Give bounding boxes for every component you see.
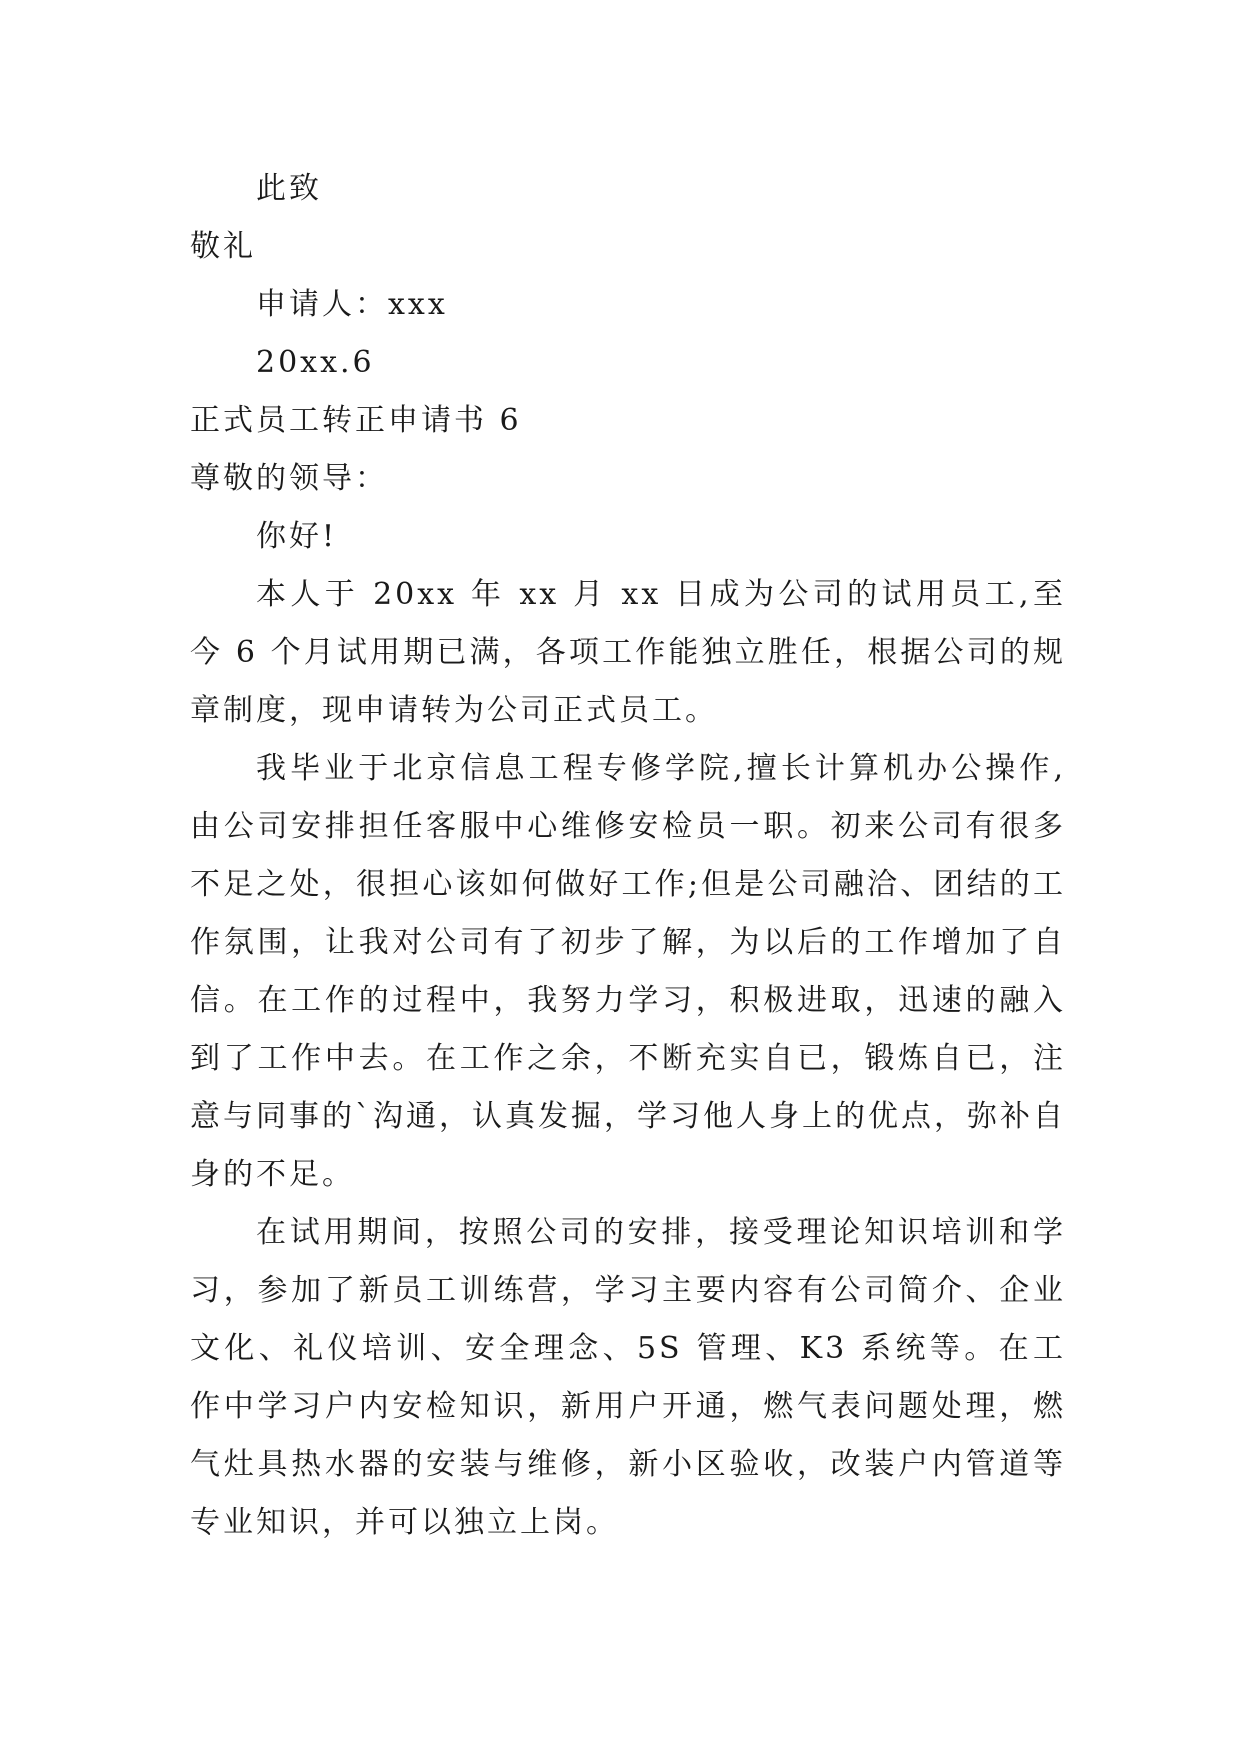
date-line: 20xx.6 — [256, 345, 375, 380]
paragraph-probation-complete: 本人于 20xx 年 xx 月 xx 日成为公司的试用员工,至今 6 个月试用期已满，各项工作能独立胜任，根据公司的规章制度，现申请转为公司正式员工。 — [190, 577, 1066, 728]
salute-text: 敬礼 — [190, 229, 256, 264]
document-title: 正式员工转正申请书 6 — [190, 403, 522, 438]
applicant-line: 申请人：xxx — [256, 287, 448, 322]
greeting-text: 尊敬的领导： — [190, 461, 388, 496]
hello-text: 你好! — [256, 519, 338, 554]
document-body — [190, 160, 1066, 1552]
paragraph-training: 在试用期间，按照公司的安排，接受理论知识培训和学习，参加了新员工训练营，学习主要内容有公司简介、企业文化、礼仪培训、安全理念、5S 管理、K3 系统等。在工作中学习户内安检知识，新用户开通，燃气表问题处理，燃气灶具热水器的安装与维修，新小区验收，改装户内管道等专业知识，并可以独立上岗。 — [190, 1215, 1066, 1540]
closing-text: 此致 — [256, 171, 322, 206]
paragraph-background: 我毕业于北京信息工程专修学院,擅长计算机办公操作,由公司安排担任客服中心维修安检员一职。初来公司有很多不足之处，很担心该如何做好工作;但是公司融洽、团结的工作氛围，让我对公司有了初步了解，为以后的工作增加了自信。在工作的过程中，我努力学习，积极进取，迅速的融入到了工作中去。在工作之余，不断充实自已，锻炼自已，注意与同事的`沟通，认真发掘，学习他人身上的优点，弥补自身的不足。 — [190, 751, 1066, 1192]
